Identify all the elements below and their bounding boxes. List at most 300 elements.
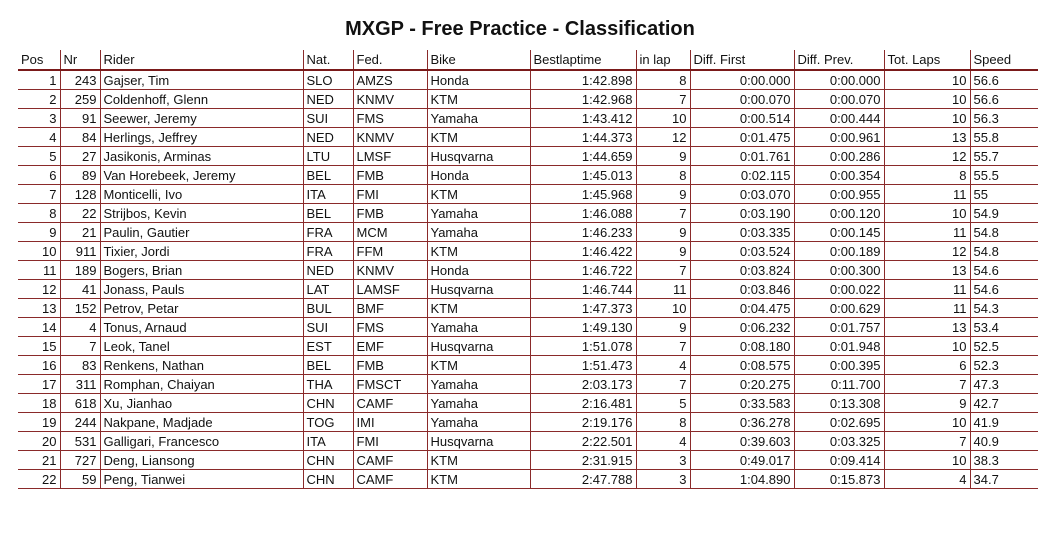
table-row xyxy=(18,242,1038,261)
cell-tot-laps: 8 xyxy=(884,166,970,185)
cell-bestlaptime: 1:43.412 xyxy=(530,109,636,128)
cell-rider: Seewer, Jeremy xyxy=(100,109,303,128)
cell-bike: Yamaha xyxy=(427,204,530,223)
cell-fed: FMB xyxy=(353,166,427,185)
cell-diff-first: 0:02.115 xyxy=(690,166,794,185)
cell-speed: 47.3 xyxy=(970,375,1038,394)
cell-tot-laps: 10 xyxy=(884,109,970,128)
cell-rider: Bogers, Brian xyxy=(100,261,303,280)
cell-bestlaptime: 2:19.176 xyxy=(530,413,636,432)
cell-fed: FMSCT xyxy=(353,375,427,394)
cell-bike: KTM xyxy=(427,242,530,261)
cell-fed: MCM xyxy=(353,223,427,242)
cell-nat: TOG xyxy=(303,413,353,432)
cell-nr: 244 xyxy=(60,413,100,432)
cell-nr: 243 xyxy=(60,70,100,90)
col-header-rider: Rider xyxy=(100,50,303,70)
cell-pos: 13 xyxy=(18,299,60,318)
cell-nr: 91 xyxy=(60,109,100,128)
cell-tot-laps: 4 xyxy=(884,470,970,489)
table-row xyxy=(18,299,1038,318)
cell-in-lap: 4 xyxy=(636,356,690,375)
cell-pos: 12 xyxy=(18,280,60,299)
table-body xyxy=(18,70,1038,489)
cell-nat: SUI xyxy=(303,318,353,337)
cell-nr: 152 xyxy=(60,299,100,318)
cell-pos: 22 xyxy=(18,470,60,489)
cell-fed: BMF xyxy=(353,299,427,318)
cell-nat: CHN xyxy=(303,470,353,489)
cell-nr: 531 xyxy=(60,432,100,451)
cell-nat: NED xyxy=(303,128,353,147)
cell-nat: ITA xyxy=(303,185,353,204)
cell-pos: 4 xyxy=(18,128,60,147)
cell-speed: 38.3 xyxy=(970,451,1038,470)
cell-nat: LAT xyxy=(303,280,353,299)
cell-speed: 56.3 xyxy=(970,109,1038,128)
table-row xyxy=(18,128,1038,147)
cell-speed: 56.6 xyxy=(970,70,1038,90)
cell-diff-prev: 0:00.961 xyxy=(794,128,884,147)
cell-in-lap: 9 xyxy=(636,318,690,337)
cell-diff-first: 0:04.475 xyxy=(690,299,794,318)
cell-bestlaptime: 1:47.373 xyxy=(530,299,636,318)
page-title: MXGP - Free Practice - Classification xyxy=(345,18,695,40)
cell-diff-prev: 0:09.414 xyxy=(794,451,884,470)
table-row xyxy=(18,394,1038,413)
cell-tot-laps: 13 xyxy=(884,318,970,337)
cell-fed: LAMSF xyxy=(353,280,427,299)
cell-bike: Husqvarna xyxy=(427,280,530,299)
cell-diff-prev: 0:13.308 xyxy=(794,394,884,413)
cell-bike: Husqvarna xyxy=(427,432,530,451)
table-row xyxy=(18,451,1038,470)
col-header-bestlaptime: Bestlaptime xyxy=(530,50,636,70)
cell-bestlaptime: 1:45.013 xyxy=(530,166,636,185)
cell-bike: KTM xyxy=(427,299,530,318)
col-header-in-lap: in lap xyxy=(636,50,690,70)
cell-nr: 618 xyxy=(60,394,100,413)
cell-bestlaptime: 1:46.233 xyxy=(530,223,636,242)
cell-nr: 7 xyxy=(60,337,100,356)
cell-pos: 3 xyxy=(18,109,60,128)
cell-bestlaptime: 2:03.173 xyxy=(530,375,636,394)
table-row xyxy=(18,375,1038,394)
cell-fed: KNMV xyxy=(353,261,427,280)
cell-rider: Xu, Jianhao xyxy=(100,394,303,413)
cell-nr: 89 xyxy=(60,166,100,185)
cell-pos: 10 xyxy=(18,242,60,261)
cell-speed: 55.7 xyxy=(970,147,1038,166)
cell-rider: Monticelli, Ivo xyxy=(100,185,303,204)
cell-tot-laps: 9 xyxy=(884,394,970,413)
cell-diff-first: 0:03.335 xyxy=(690,223,794,242)
table-row xyxy=(18,356,1038,375)
table-row xyxy=(18,318,1038,337)
cell-nr: 83 xyxy=(60,356,100,375)
cell-diff-first: 1:04.890 xyxy=(690,470,794,489)
cell-speed: 54.6 xyxy=(970,280,1038,299)
cell-rider: Herlings, Jeffrey xyxy=(100,128,303,147)
cell-bike: Honda xyxy=(427,70,530,90)
cell-speed: 54.6 xyxy=(970,261,1038,280)
cell-speed: 54.3 xyxy=(970,299,1038,318)
cell-pos: 9 xyxy=(18,223,60,242)
cell-diff-prev: 0:11.700 xyxy=(794,375,884,394)
cell-in-lap: 5 xyxy=(636,394,690,413)
cell-rider: Petrov, Petar xyxy=(100,299,303,318)
cell-fed: FMS xyxy=(353,318,427,337)
col-header-bike: Bike xyxy=(427,50,530,70)
cell-diff-prev: 0:01.948 xyxy=(794,337,884,356)
cell-bike: KTM xyxy=(427,128,530,147)
cell-rider: Paulin, Gautier xyxy=(100,223,303,242)
cell-diff-prev: 0:00.444 xyxy=(794,109,884,128)
cell-speed: 52.5 xyxy=(970,337,1038,356)
cell-bestlaptime: 2:31.915 xyxy=(530,451,636,470)
cell-pos: 18 xyxy=(18,394,60,413)
col-header-diff-first: Diff. First xyxy=(690,50,794,70)
cell-speed: 52.3 xyxy=(970,356,1038,375)
cell-rider: Jasikonis, Arminas xyxy=(100,147,303,166)
cell-rider: Nakpane, Madjade xyxy=(100,413,303,432)
cell-diff-first: 0:39.603 xyxy=(690,432,794,451)
cell-pos: 1 xyxy=(18,70,60,90)
cell-pos: 11 xyxy=(18,261,60,280)
cell-diff-first: 0:08.575 xyxy=(690,356,794,375)
cell-in-lap: 9 xyxy=(636,147,690,166)
cell-pos: 14 xyxy=(18,318,60,337)
cell-diff-first: 0:03.070 xyxy=(690,185,794,204)
cell-diff-prev: 0:00.300 xyxy=(794,261,884,280)
cell-in-lap: 12 xyxy=(636,128,690,147)
cell-bike: Honda xyxy=(427,166,530,185)
cell-tot-laps: 11 xyxy=(884,223,970,242)
cell-rider: Renkens, Nathan xyxy=(100,356,303,375)
cell-in-lap: 11 xyxy=(636,280,690,299)
table-row xyxy=(18,70,1038,90)
cell-bestlaptime: 1:51.473 xyxy=(530,356,636,375)
table-row xyxy=(18,261,1038,280)
col-header-nat: Nat. xyxy=(303,50,353,70)
table-header-row xyxy=(18,50,1038,70)
cell-rider: Galligari, Francesco xyxy=(100,432,303,451)
col-header-tot-laps: Tot. Laps xyxy=(884,50,970,70)
cell-nr: 22 xyxy=(60,204,100,223)
table-row xyxy=(18,90,1038,109)
cell-nat: LTU xyxy=(303,147,353,166)
cell-diff-first: 0:08.180 xyxy=(690,337,794,356)
cell-tot-laps: 13 xyxy=(884,261,970,280)
cell-pos: 20 xyxy=(18,432,60,451)
cell-rider: Van Horebeek, Jeremy xyxy=(100,166,303,185)
cell-in-lap: 3 xyxy=(636,451,690,470)
col-header-nr: Nr xyxy=(60,50,100,70)
cell-diff-prev: 0:00.395 xyxy=(794,356,884,375)
cell-in-lap: 7 xyxy=(636,90,690,109)
cell-bike: Yamaha xyxy=(427,318,530,337)
cell-speed: 56.6 xyxy=(970,90,1038,109)
cell-diff-first: 0:20.275 xyxy=(690,375,794,394)
cell-tot-laps: 11 xyxy=(884,299,970,318)
cell-nat: ITA xyxy=(303,432,353,451)
col-header-pos: Pos xyxy=(18,50,60,70)
cell-in-lap: 10 xyxy=(636,299,690,318)
cell-fed: IMI xyxy=(353,413,427,432)
cell-bestlaptime: 1:42.898 xyxy=(530,70,636,90)
cell-diff-prev: 0:00.286 xyxy=(794,147,884,166)
cell-diff-prev: 0:00.145 xyxy=(794,223,884,242)
cell-nr: 259 xyxy=(60,90,100,109)
cell-diff-first: 0:03.846 xyxy=(690,280,794,299)
cell-in-lap: 8 xyxy=(636,166,690,185)
cell-nat: FRA xyxy=(303,242,353,261)
cell-bestlaptime: 1:46.722 xyxy=(530,261,636,280)
table-row xyxy=(18,166,1038,185)
cell-diff-prev: 0:00.189 xyxy=(794,242,884,261)
cell-fed: FMB xyxy=(353,204,427,223)
cell-bestlaptime: 1:51.078 xyxy=(530,337,636,356)
cell-tot-laps: 7 xyxy=(884,432,970,451)
cell-bestlaptime: 1:42.968 xyxy=(530,90,636,109)
cell-diff-first: 0:00.000 xyxy=(690,70,794,90)
cell-rider: Deng, Liansong xyxy=(100,451,303,470)
cell-fed: FMI xyxy=(353,185,427,204)
cell-in-lap: 7 xyxy=(636,204,690,223)
cell-tot-laps: 10 xyxy=(884,337,970,356)
cell-diff-first: 0:33.583 xyxy=(690,394,794,413)
cell-diff-prev: 0:00.955 xyxy=(794,185,884,204)
cell-pos: 15 xyxy=(18,337,60,356)
cell-in-lap: 7 xyxy=(636,261,690,280)
cell-fed: KNMV xyxy=(353,128,427,147)
table-row xyxy=(18,185,1038,204)
cell-in-lap: 7 xyxy=(636,375,690,394)
cell-nat: SLO xyxy=(303,70,353,90)
cell-nr: 311 xyxy=(60,375,100,394)
cell-diff-first: 0:00.514 xyxy=(690,109,794,128)
cell-nat: CHN xyxy=(303,394,353,413)
cell-nr: 189 xyxy=(60,261,100,280)
cell-rider: Tixier, Jordi xyxy=(100,242,303,261)
cell-bike: KTM xyxy=(427,451,530,470)
cell-tot-laps: 10 xyxy=(884,90,970,109)
cell-pos: 8 xyxy=(18,204,60,223)
cell-diff-prev: 0:00.354 xyxy=(794,166,884,185)
cell-diff-first: 0:06.232 xyxy=(690,318,794,337)
cell-speed: 53.4 xyxy=(970,318,1038,337)
cell-bike: Husqvarna xyxy=(427,147,530,166)
cell-rider: Peng, Tianwei xyxy=(100,470,303,489)
cell-bike: Yamaha xyxy=(427,375,530,394)
cell-nr: 4 xyxy=(60,318,100,337)
cell-speed: 42.7 xyxy=(970,394,1038,413)
cell-fed: FMB xyxy=(353,356,427,375)
cell-nat: BEL xyxy=(303,166,353,185)
cell-nr: 27 xyxy=(60,147,100,166)
cell-diff-first: 0:03.524 xyxy=(690,242,794,261)
cell-tot-laps: 6 xyxy=(884,356,970,375)
cell-bestlaptime: 2:47.788 xyxy=(530,470,636,489)
table-row xyxy=(18,223,1038,242)
cell-rider: Gajser, Tim xyxy=(100,70,303,90)
cell-tot-laps: 11 xyxy=(884,185,970,204)
cell-in-lap: 8 xyxy=(636,70,690,90)
cell-in-lap: 8 xyxy=(636,413,690,432)
cell-bestlaptime: 1:46.422 xyxy=(530,242,636,261)
cell-speed: 41.9 xyxy=(970,413,1038,432)
cell-fed: FFM xyxy=(353,242,427,261)
cell-pos: 5 xyxy=(18,147,60,166)
cell-diff-prev: 0:00.000 xyxy=(794,70,884,90)
table-row xyxy=(18,204,1038,223)
cell-nat: FRA xyxy=(303,223,353,242)
cell-bike: KTM xyxy=(427,185,530,204)
classification-table xyxy=(18,50,1038,489)
cell-bike: Yamaha xyxy=(427,413,530,432)
cell-in-lap: 7 xyxy=(636,337,690,356)
cell-bike: Husqvarna xyxy=(427,337,530,356)
cell-rider: Romphan, Chaiyan xyxy=(100,375,303,394)
cell-diff-first: 0:49.017 xyxy=(690,451,794,470)
cell-pos: 17 xyxy=(18,375,60,394)
cell-speed: 34.7 xyxy=(970,470,1038,489)
table-row xyxy=(18,147,1038,166)
cell-diff-prev: 0:00.022 xyxy=(794,280,884,299)
col-header-diff-prev: Diff. Prev. xyxy=(794,50,884,70)
cell-pos: 6 xyxy=(18,166,60,185)
table-row xyxy=(18,109,1038,128)
cell-tot-laps: 10 xyxy=(884,204,970,223)
table-row xyxy=(18,432,1038,451)
cell-rider: Tonus, Arnaud xyxy=(100,318,303,337)
cell-speed: 54.8 xyxy=(970,223,1038,242)
cell-tot-laps: 10 xyxy=(884,413,970,432)
cell-bike: Yamaha xyxy=(427,394,530,413)
cell-tot-laps: 7 xyxy=(884,375,970,394)
cell-diff-prev: 0:15.873 xyxy=(794,470,884,489)
cell-pos: 2 xyxy=(18,90,60,109)
cell-diff-first: 0:03.824 xyxy=(690,261,794,280)
cell-fed: EMF xyxy=(353,337,427,356)
cell-bike: Yamaha xyxy=(427,109,530,128)
col-header-fed: Fed. xyxy=(353,50,427,70)
cell-pos: 16 xyxy=(18,356,60,375)
table-row xyxy=(18,413,1038,432)
cell-diff-first: 0:36.278 xyxy=(690,413,794,432)
cell-fed: LMSF xyxy=(353,147,427,166)
cell-fed: FMS xyxy=(353,109,427,128)
cell-speed: 40.9 xyxy=(970,432,1038,451)
cell-nr: 41 xyxy=(60,280,100,299)
cell-in-lap: 9 xyxy=(636,242,690,261)
cell-bestlaptime: 1:45.968 xyxy=(530,185,636,204)
cell-nat: BEL xyxy=(303,356,353,375)
cell-rider: Jonass, Pauls xyxy=(100,280,303,299)
cell-speed: 54.8 xyxy=(970,242,1038,261)
cell-bestlaptime: 1:46.744 xyxy=(530,280,636,299)
cell-diff-prev: 0:00.120 xyxy=(794,204,884,223)
cell-pos: 7 xyxy=(18,185,60,204)
cell-nr: 59 xyxy=(60,470,100,489)
cell-bestlaptime: 1:46.088 xyxy=(530,204,636,223)
cell-nr: 21 xyxy=(60,223,100,242)
table-row xyxy=(18,337,1038,356)
cell-in-lap: 10 xyxy=(636,109,690,128)
cell-tot-laps: 10 xyxy=(884,451,970,470)
cell-diff-first: 0:01.475 xyxy=(690,128,794,147)
cell-nat: BEL xyxy=(303,204,353,223)
cell-diff-prev: 0:00.629 xyxy=(794,299,884,318)
cell-diff-prev: 0:01.757 xyxy=(794,318,884,337)
cell-nat: BUL xyxy=(303,299,353,318)
cell-speed: 55.8 xyxy=(970,128,1038,147)
cell-nat: EST xyxy=(303,337,353,356)
cell-diff-prev: 0:00.070 xyxy=(794,90,884,109)
cell-speed: 54.9 xyxy=(970,204,1038,223)
cell-in-lap: 3 xyxy=(636,470,690,489)
cell-tot-laps: 12 xyxy=(884,242,970,261)
cell-in-lap: 9 xyxy=(636,185,690,204)
cell-nat: NED xyxy=(303,90,353,109)
cell-nat: NED xyxy=(303,261,353,280)
cell-pos: 21 xyxy=(18,451,60,470)
cell-diff-prev: 0:03.325 xyxy=(794,432,884,451)
cell-tot-laps: 10 xyxy=(884,70,970,90)
cell-fed: FMI xyxy=(353,432,427,451)
cell-nr: 128 xyxy=(60,185,100,204)
cell-nat: SUI xyxy=(303,109,353,128)
cell-rider: Coldenhoff, Glenn xyxy=(100,90,303,109)
cell-bike: Honda xyxy=(427,261,530,280)
cell-diff-prev: 0:02.695 xyxy=(794,413,884,432)
cell-nr: 727 xyxy=(60,451,100,470)
cell-nat: CHN xyxy=(303,451,353,470)
table-row xyxy=(18,280,1038,299)
cell-nr: 911 xyxy=(60,242,100,261)
cell-speed: 55 xyxy=(970,185,1038,204)
cell-diff-first: 0:00.070 xyxy=(690,90,794,109)
cell-bike: KTM xyxy=(427,356,530,375)
cell-pos: 19 xyxy=(18,413,60,432)
cell-tot-laps: 11 xyxy=(884,280,970,299)
cell-bestlaptime: 1:44.659 xyxy=(530,147,636,166)
cell-bestlaptime: 1:44.373 xyxy=(530,128,636,147)
cell-bestlaptime: 2:22.501 xyxy=(530,432,636,451)
cell-speed: 55.5 xyxy=(970,166,1038,185)
cell-tot-laps: 13 xyxy=(884,128,970,147)
cell-in-lap: 4 xyxy=(636,432,690,451)
cell-fed: CAMF xyxy=(353,451,427,470)
cell-fed: CAMF xyxy=(353,470,427,489)
cell-bike: Yamaha xyxy=(427,223,530,242)
cell-nr: 84 xyxy=(60,128,100,147)
cell-in-lap: 9 xyxy=(636,223,690,242)
cell-bike: KTM xyxy=(427,90,530,109)
cell-bestlaptime: 2:16.481 xyxy=(530,394,636,413)
cell-bike: KTM xyxy=(427,470,530,489)
cell-fed: AMZS xyxy=(353,70,427,90)
cell-fed: CAMF xyxy=(353,394,427,413)
cell-rider: Strijbos, Kevin xyxy=(100,204,303,223)
cell-fed: KNMV xyxy=(353,90,427,109)
cell-rider: Leok, Tanel xyxy=(100,337,303,356)
cell-nat: THA xyxy=(303,375,353,394)
cell-diff-first: 0:03.190 xyxy=(690,204,794,223)
col-header-speed: Speed xyxy=(970,50,1038,70)
cell-tot-laps: 12 xyxy=(884,147,970,166)
cell-bestlaptime: 1:49.130 xyxy=(530,318,636,337)
